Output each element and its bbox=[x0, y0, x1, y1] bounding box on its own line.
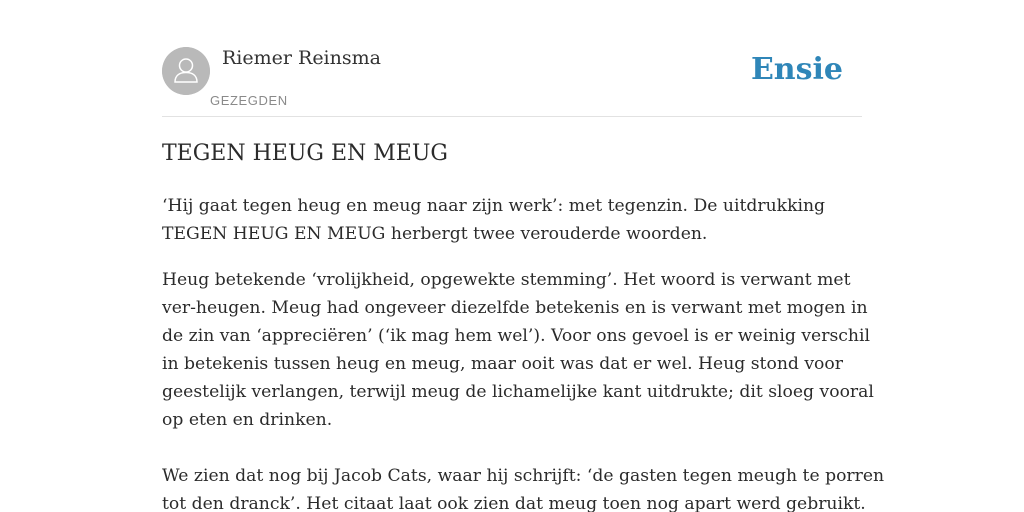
site-logo[interactable]: Ensie bbox=[750, 52, 843, 87]
article-title: TEGEN HEUG EN MEUG bbox=[162, 141, 448, 166]
text-line: op eten en drinken. bbox=[162, 410, 333, 430]
article-body bbox=[162, 192, 885, 512]
user-icon bbox=[162, 47, 210, 95]
avatar[interactable] bbox=[162, 47, 210, 95]
text-line: in betekenis tussen heug en meug, maar ooit was dat er wel. Heug stond voor bbox=[162, 354, 843, 374]
text-line: tot den dranck’. Het citaat laat ook zien dat meug toen nog apart werd gebruikt. bbox=[162, 494, 866, 512]
author-name-link[interactable]: Riemer Reinsma bbox=[222, 47, 381, 69]
text-line: We zien dat nog bij Jacob Cats, waar hij schrijft: ‘de gasten tegen meugh te porren bbox=[162, 466, 885, 486]
category-link[interactable]: GEZEGDEN bbox=[210, 93, 288, 108]
content-column bbox=[162, 0, 885, 512]
article-header bbox=[162, 0, 862, 117]
text-line: ver-heugen. Meug had ongeveer diezelfde betekenis en is verwant met mogen in bbox=[162, 298, 868, 318]
paragraph bbox=[162, 462, 885, 512]
text-line: de zin van ‘appreciëren’ (‘ik mag hem wel’). Voor ons gevoel is er weinig verschil bbox=[162, 326, 870, 346]
text-line: Heug betekende ‘vrolijkheid, opgewekte stemming’. Het woord is verwant met bbox=[162, 270, 851, 290]
text-line: geestelijk verlangen, terwijl meug de lichamelijke kant uitdrukte; dit sloeg vooral bbox=[162, 382, 874, 402]
text-line: ‘Hij gaat tegen heug en meug naar zijn werk’: met tegenzin. De uitdrukking bbox=[162, 196, 826, 216]
text-line: TEGEN HEUG EN MEUG herbergt twee verouderde woorden. bbox=[162, 224, 708, 244]
paragraph bbox=[162, 192, 867, 248]
paragraph bbox=[162, 266, 874, 434]
